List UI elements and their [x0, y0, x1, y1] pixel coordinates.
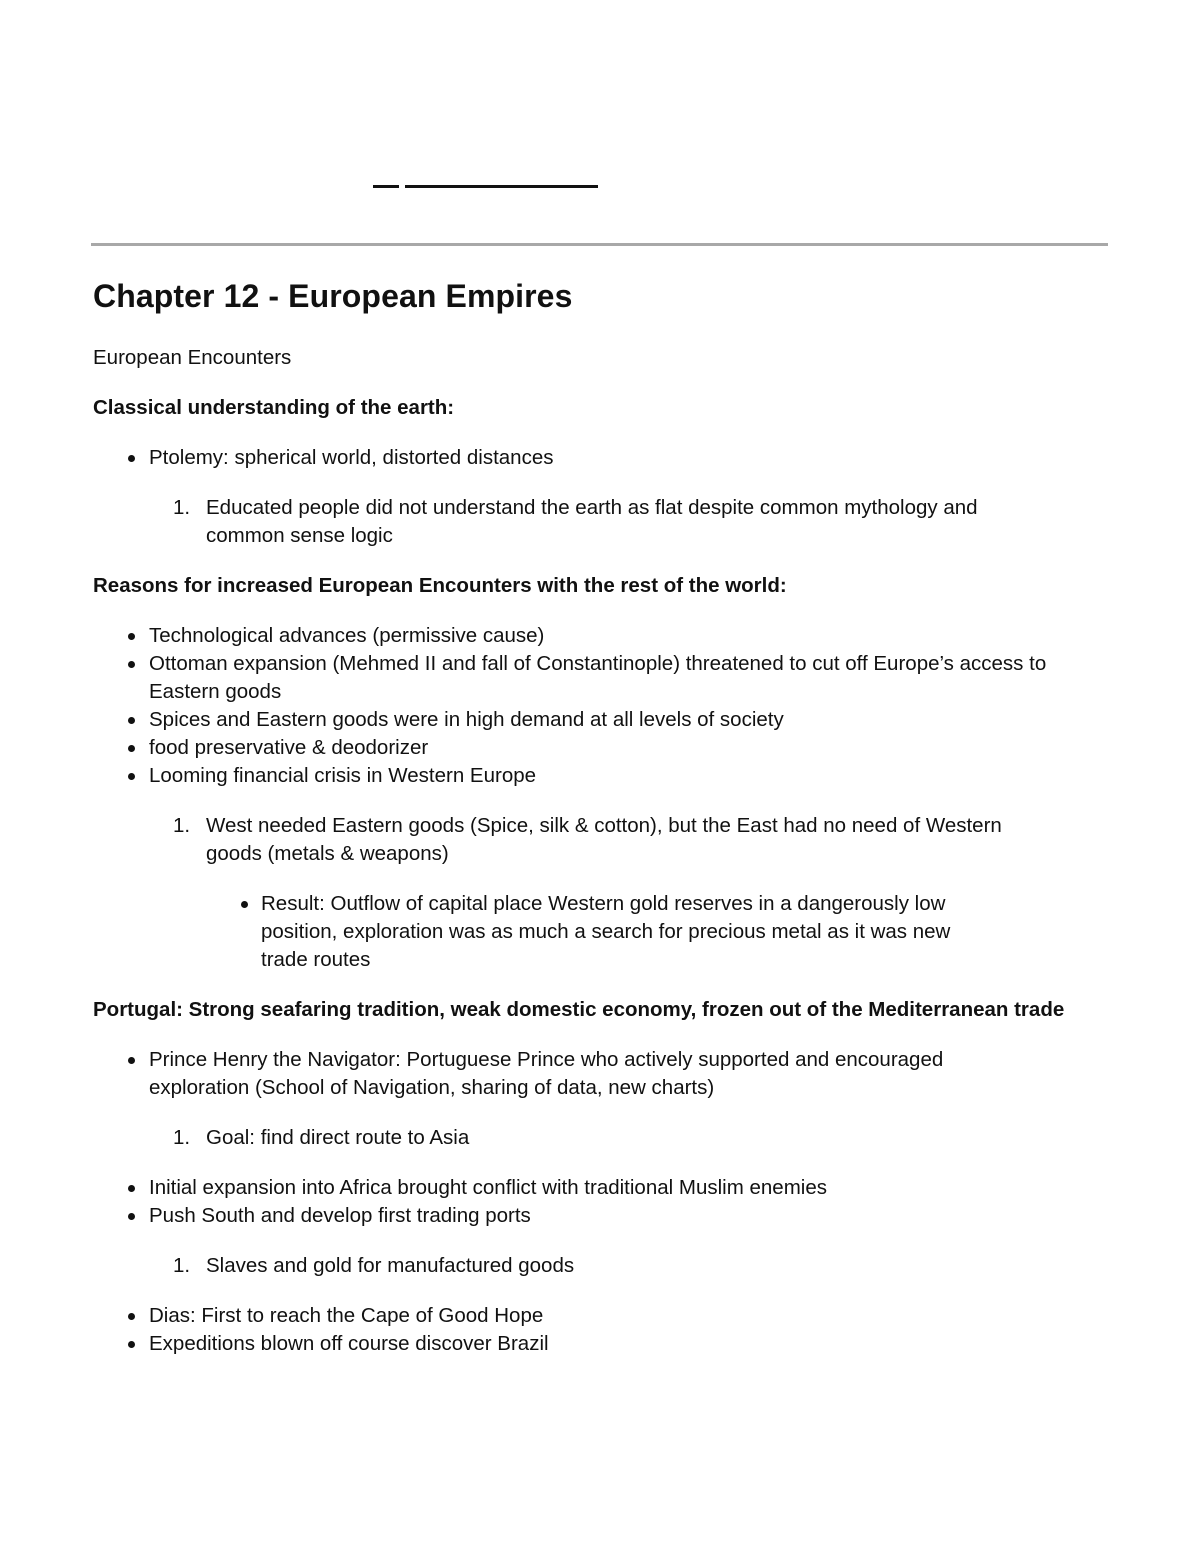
- numbered-item: [93, 1252, 1026, 1280]
- numbered-list: [93, 1124, 1113, 1152]
- item-text: Educated people did not understand the earth as flat despite common mythology and common sense logic: [206, 496, 978, 547]
- bullet-list: [93, 444, 1113, 472]
- document-body: [93, 270, 1113, 1380]
- item-number: 1.: [173, 1126, 191, 1149]
- section-heading-portugal: Portugal: Strong seafaring tradition, weak domestic economy, frozen out of the Mediterranean trade: [93, 998, 1065, 1021]
- section-heading-reasons: Reasons for increased European Encounters with the rest of the world:: [93, 574, 787, 597]
- bullet-list: [93, 1302, 1113, 1358]
- list-item: Ottoman expansion (Mehmed II and fall of Constantinople) threatened to cut off Europe’s access to Eastern goods: [93, 650, 1049, 706]
- list-item: Initial expansion into Africa brought conflict with traditional Muslim enemies: [93, 1174, 1049, 1202]
- section-heading-classical: Classical understanding of the earth:: [93, 396, 455, 419]
- item-number: 1.: [173, 814, 191, 837]
- subheading: European Encounters: [93, 346, 292, 369]
- bullet-list: [93, 1046, 1113, 1102]
- list-item: Dias: First to reach the Cape of Good Hope: [93, 1302, 1049, 1330]
- item-text: Slaves and gold for manufactured goods: [206, 1254, 575, 1277]
- numbered-list: [93, 812, 1113, 868]
- sub-bullet-list: [93, 890, 1113, 974]
- list-item: Looming financial crisis in Western Europe: [93, 762, 1049, 790]
- bullet-list: [93, 622, 1113, 790]
- list-item: Push South and develop first trading ports: [93, 1202, 1049, 1230]
- list-item: Spices and Eastern goods were in high demand at all levels of society: [93, 706, 1049, 734]
- name-blank-line-short: [373, 185, 399, 188]
- item-text: West needed Eastern goods (Spice, silk & cotton), but the East had no need of Western goods (metals & weapons): [206, 814, 1002, 865]
- item-number: 1.: [173, 496, 191, 519]
- numbered-item: [93, 812, 1026, 868]
- list-item: Expeditions blown off course discover Brazil: [93, 1330, 1049, 1358]
- list-item: Prince Henry the Navigator: Portuguese Prince who actively supported and encouraged exploration (School of Navigation, sharing of data, new charts): [93, 1046, 1049, 1102]
- item-text: Goal: find direct route to Asia: [206, 1126, 470, 1149]
- item-number: 1.: [173, 1254, 191, 1277]
- numbered-list: [93, 1252, 1113, 1280]
- list-item: food preservative & deodorizer: [93, 734, 1049, 762]
- name-blank-line: [405, 185, 598, 188]
- numbered-item: [93, 494, 1026, 550]
- numbered-item: [93, 1124, 1026, 1152]
- list-item: Ptolemy: spherical world, distorted distances: [93, 444, 1049, 472]
- horizontal-rule: [91, 243, 1108, 246]
- chapter-title: Chapter 12 - European Empires: [93, 278, 573, 314]
- bullet-list: [93, 1174, 1113, 1230]
- list-item: Technological advances (permissive cause): [93, 622, 1049, 650]
- numbered-list: [93, 494, 1113, 550]
- list-item: Result: Outflow of capital place Western gold reserves in a dangerously low position, exploration was as much a search for precious metal as it was new trade routes: [93, 890, 981, 974]
